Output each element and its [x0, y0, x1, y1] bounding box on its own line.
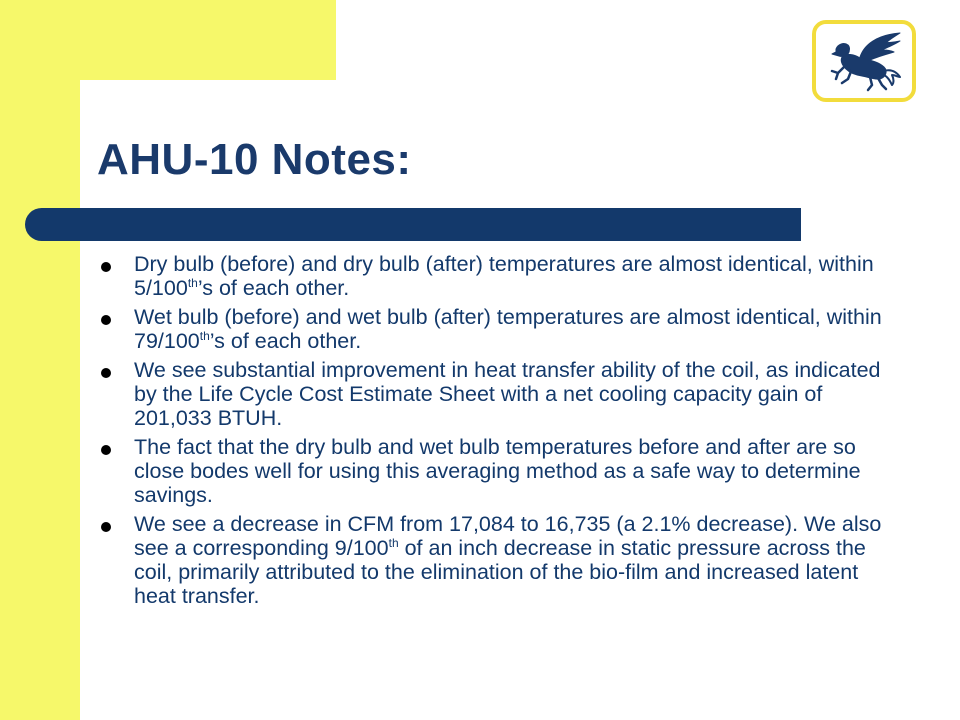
bullet-item [98, 305, 888, 353]
decorative-yellow-left-band [0, 0, 80, 720]
bullet-list [98, 252, 888, 613]
bullet-item [98, 512, 888, 608]
bullet-dot-icon [101, 522, 111, 532]
bullet-item [98, 435, 888, 507]
slide-title: AHU-10 Notes: [97, 135, 412, 184]
griffin-logo-icon [820, 27, 908, 95]
bullet-dot-icon [101, 368, 111, 378]
bullet-text: Dry bulb (before) and dry bulb (after) temperatures are almost identical, within 5/100th’s of each other. [134, 252, 874, 300]
bullet-dot-icon [101, 315, 111, 325]
title-underline-bar [25, 208, 801, 241]
logo [812, 20, 916, 102]
bullet-text: We see substantial improvement in heat transfer ability of the coil, as indicated by the Life Cycle Cost Estimate Sheet with a net cooling capacity gain of 201,033 BTUH. [134, 358, 881, 430]
bullet-dot-icon [101, 445, 111, 455]
bullet-text: Wet bulb (before) and wet bulb (after) temperatures are almost identical, within 79/100th’s of each other. [134, 305, 882, 353]
bullet-item [98, 252, 888, 300]
bullet-text: The fact that the dry bulb and wet bulb temperatures before and after are so close bodes well for using this averaging method as a safe way to determine savings. [134, 435, 861, 507]
bullet-text: We see a decrease in CFM from 17,084 to 16,735 (a 2.1% decrease). We also see a corresponding 9/100th of an inch decrease in static pressure across the coil, primarily attributed to the elimination of the bio-film and increased latent heat transfer. [134, 512, 882, 608]
bullet-item [98, 358, 888, 430]
bullet-dot-icon [101, 262, 111, 272]
